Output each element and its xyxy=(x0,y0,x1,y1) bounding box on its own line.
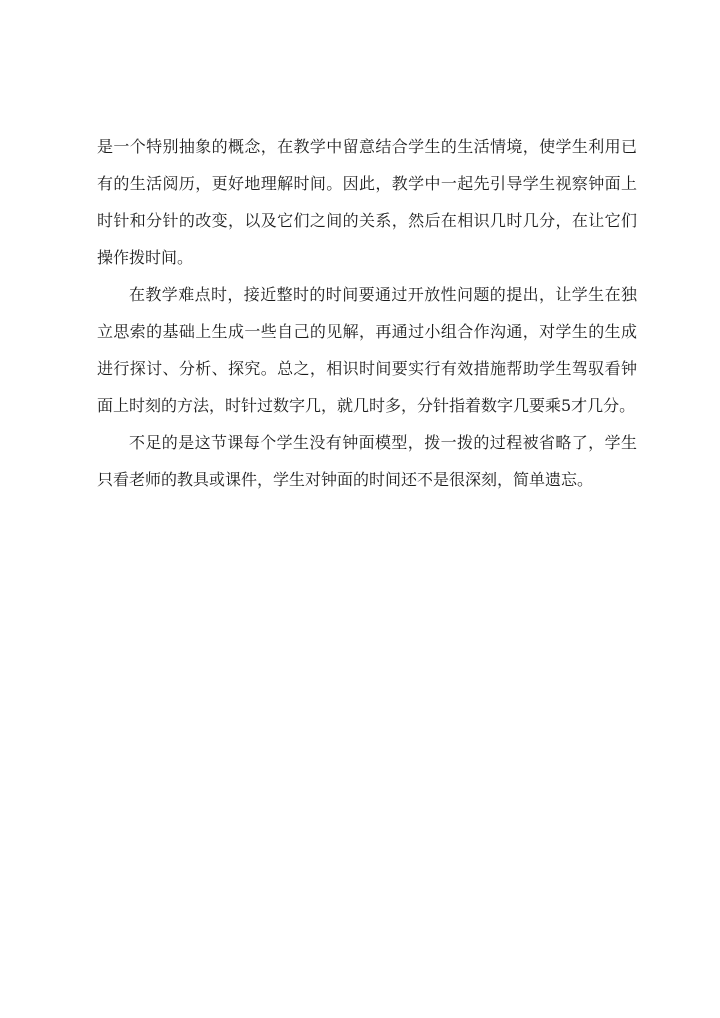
paragraph-shortcoming: 不足的是这节课每个学生没有钟面模型，拨一拨的过程被省略了，学生只看老师的教具或课件，学生对钟面的时间还不是很深刻，简单遗忘。 xyxy=(97,433,637,489)
document-body xyxy=(97,128,637,498)
paragraph-difficulty: 在教学难点时，接近整时的时间要通过开放性问题的提出，让学生在独立思索的基础上生成一些自己的见解，再通过小组合作沟通，对学生的生成进行探讨、分析、探究。总之，相识时间要实行有效措施帮助学生驾驭看钟面上时刻的方法，时针过数字几，就几时多，分针指着数字几要乘5才几分。 xyxy=(97,285,637,415)
paragraph-continued: 是一个特别抽象的概念，在教学中留意结合学生的生活情境，使学生利用已有的生活阅历，更好地理解时间。因此，教学中一起先引导学生视察钟面上时针和分针的改变，以及它们之间的关系，然后在相识几时几分，在让它们操作拨时间。 xyxy=(97,137,637,267)
